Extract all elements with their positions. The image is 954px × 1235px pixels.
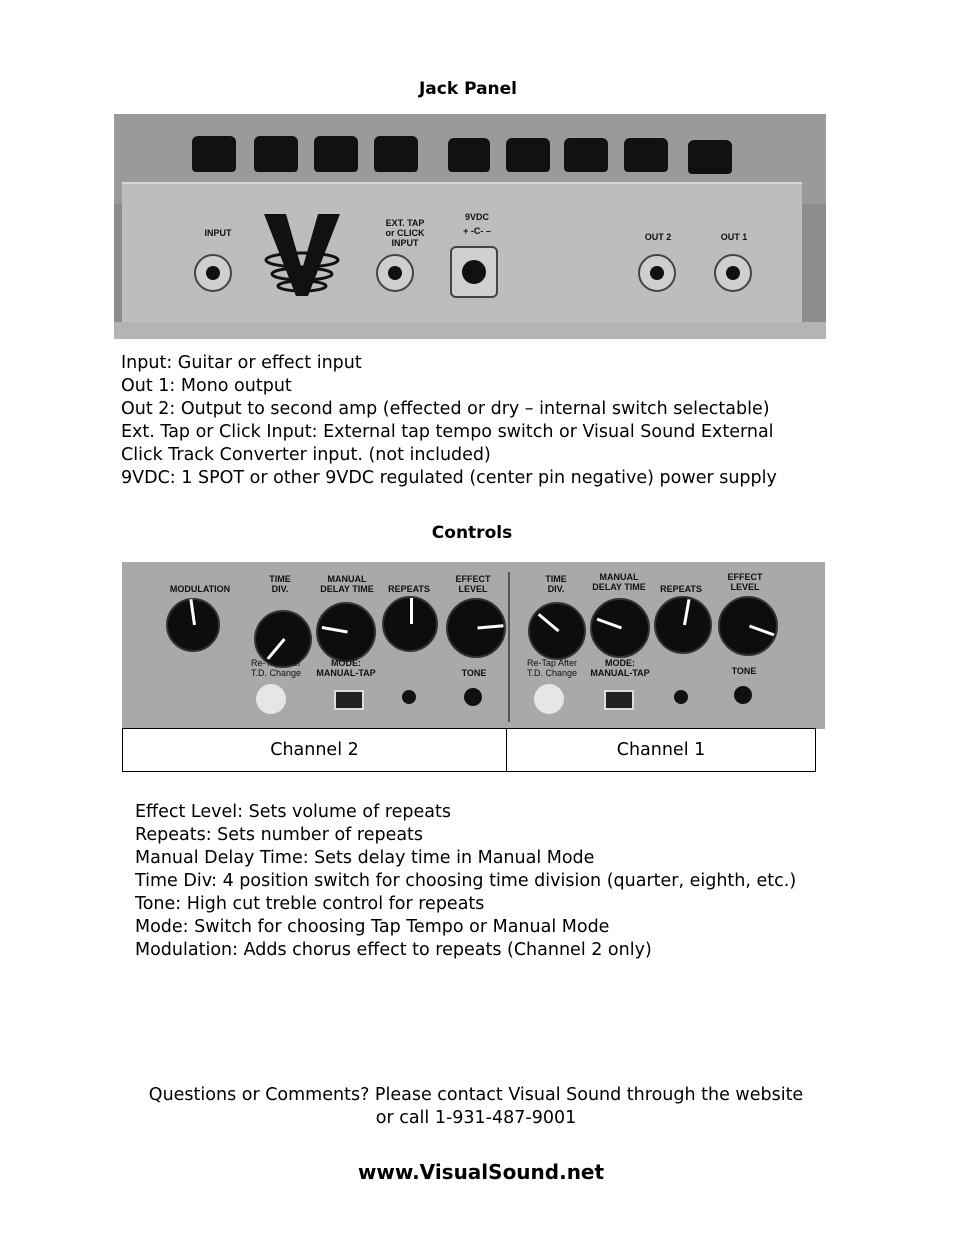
control-line: Time Div: 4 position switch for choosing time division (quarter, eighth, etc.) [135, 871, 797, 891]
control-line: Manual Delay Time: Sets delay time in Manual Mode [135, 848, 595, 868]
jack-line: Out 1: Mono output [121, 376, 292, 396]
time-div-label: TIME DIV. [545, 574, 567, 594]
time-div-label: TIME DIV. [269, 574, 291, 594]
retap-label: Re-Tap After T.D. Change [526, 658, 578, 678]
screw-icon [402, 690, 416, 704]
tone-label: TONE [461, 668, 487, 678]
power-jack-icon [450, 246, 498, 298]
screw-icon [674, 690, 688, 704]
out1-label: OUT 1 [720, 232, 748, 242]
jack-line: Out 2: Output to second amp (effected or dry – internal switch selectable) [121, 399, 770, 419]
control-line: Tone: High cut treble control for repeats [135, 894, 485, 914]
control-descriptions [135, 801, 796, 962]
manual-delay-label: MANUAL DELAY TIME [320, 574, 374, 594]
tone-trim-icon [734, 686, 752, 704]
jack-panel-photo [114, 114, 826, 339]
vdc-label: 9VDC [464, 212, 489, 222]
effect-level-label: EFFECT LEVEL [455, 574, 491, 594]
channel-table [122, 728, 816, 772]
out1-jack-icon [714, 254, 752, 292]
control-line: Mode: Switch for choosing Tap Tempo or Manual Mode [135, 917, 610, 937]
visual-sound-logo-icon [260, 210, 344, 300]
tone-label: TONE [731, 666, 757, 676]
channel-1-cell: Channel 1 [507, 729, 816, 772]
out2-label: OUT 2 [644, 232, 672, 242]
channel-2-cell: Channel 2 [123, 729, 507, 772]
repeats-knob-icon [382, 596, 438, 652]
input-jack-icon [194, 254, 232, 292]
delay-time-knob-icon [590, 598, 650, 658]
controls-heading: Controls [431, 523, 513, 543]
effect-level-knob-icon [446, 598, 506, 658]
ext-tap-label: EXT. TAP or CLICK INPUT [385, 218, 425, 248]
mode-label: MODE: MANUAL-TAP [590, 658, 650, 678]
modulation-knob-icon [166, 598, 220, 652]
jack-descriptions [121, 352, 777, 490]
jack-line: Click Track Converter input. (not included) [121, 445, 491, 465]
effect-level-label: EFFECT LEVEL [727, 572, 763, 592]
contact-line: Questions or Comments? Please contact Visual Sound through the website [148, 1085, 804, 1105]
time-div-knob-icon [528, 602, 586, 660]
repeats-label: REPEATS [660, 584, 702, 594]
controls-photo [122, 562, 825, 729]
input-label: INPUT [204, 228, 232, 238]
tone-trim-icon [464, 688, 482, 706]
led-icon [256, 684, 286, 714]
out2-jack-icon [638, 254, 676, 292]
jack-line: Input: Guitar or effect input [121, 353, 362, 373]
mode-switch-icon [334, 690, 364, 710]
repeats-label: REPEATS [388, 584, 430, 594]
ext-tap-jack-icon [376, 254, 414, 292]
mode-label: MODE: MANUAL-TAP [316, 658, 376, 678]
led-icon [534, 684, 564, 714]
retap-label: Re-Tap After T.D. Change [250, 658, 302, 678]
website-link[interactable]: www.VisualSound.net [357, 1160, 605, 1184]
delay-time-knob-icon [316, 602, 376, 662]
mode-switch-icon [604, 690, 634, 710]
manual-delay-label: MANUAL DELAY TIME [592, 572, 646, 592]
jack-line: 9VDC: 1 SPOT or other 9VDC regulated (center pin negative) power supply [121, 468, 777, 488]
effect-level-knob-icon [718, 596, 778, 656]
jack-panel-heading: Jack Panel [418, 79, 518, 99]
repeats-knob-icon [654, 596, 712, 654]
polarity-label: + -C- – [463, 226, 491, 236]
control-line: Modulation: Adds chorus effect to repeats (Channel 2 only) [135, 940, 652, 960]
modulation-label: MODULATION [169, 584, 231, 594]
control-line: Repeats: Sets number of repeats [135, 825, 424, 845]
jack-line: Ext. Tap or Click Input: External tap tempo switch or Visual Sound External [121, 422, 774, 442]
phone-line: or call 1-931-487-9001 [375, 1108, 577, 1128]
control-line: Effect Level: Sets volume of repeats [135, 802, 451, 822]
